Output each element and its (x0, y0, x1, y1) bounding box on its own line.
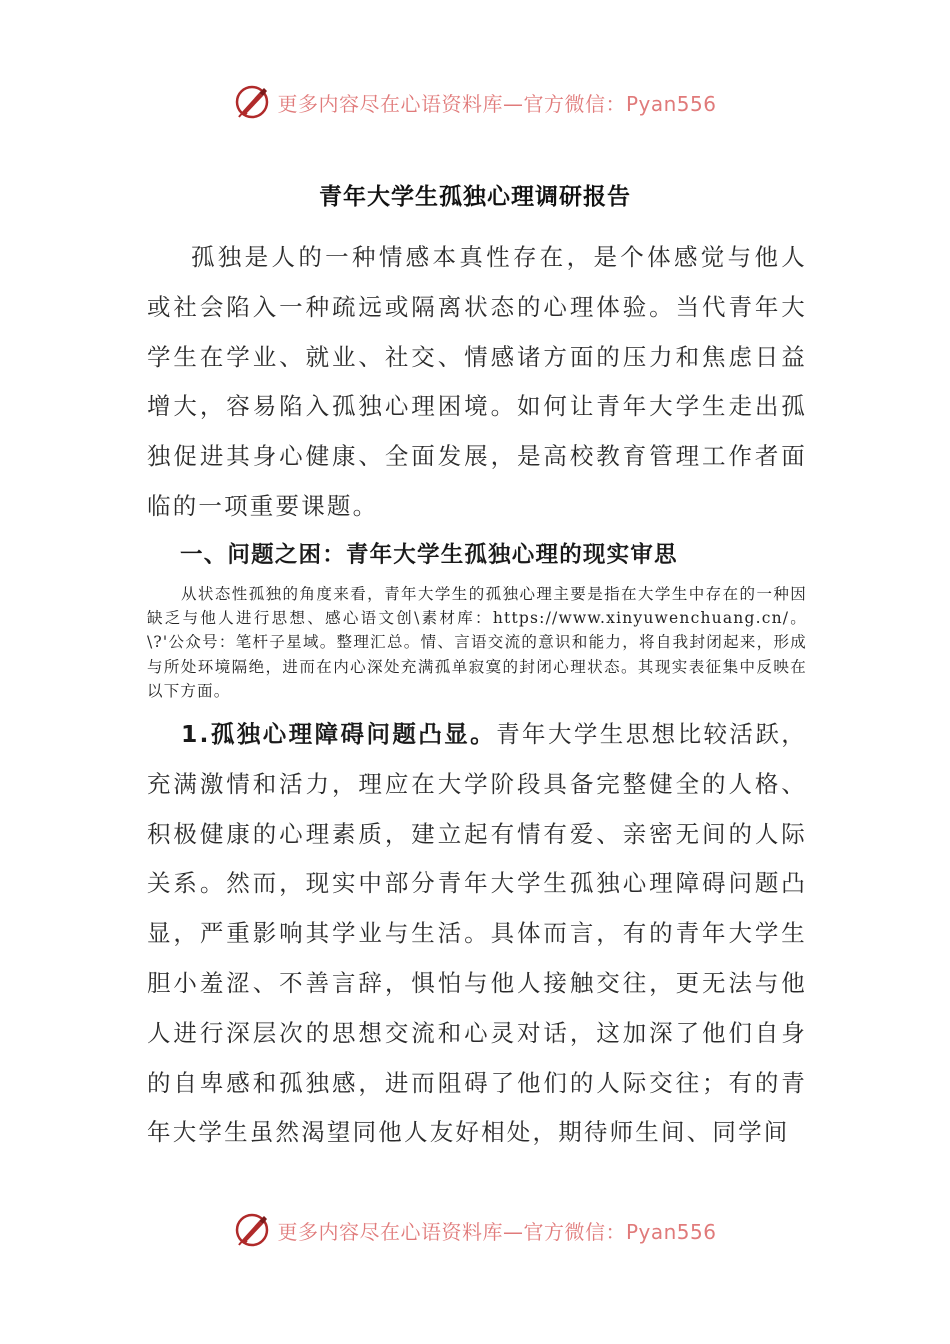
point1-paragraph (147, 710, 807, 1158)
pen-logo-icon (233, 1211, 271, 1249)
section1-small-paragraph: 从状态性孤独的角度来看，青年大学生的孤独心理主要是指在大学生中存在的一种因缺乏与他人进行思想、感心语文创\素材库：https://www.xinyuwenchuang.cn/。\?'公众号：笔杆子星域。整理汇总。情、言语交流的意识和能力，将自我封闭起来，形成与所处环境隔绝，进而在内心深处充满孤单寂寞的封闭心理状态。其现实表征集中反映在以下方面。 (147, 585, 807, 700)
header-banner-text: 更多内容尽在心语资料库—官方微信：Pyan556 (277, 91, 717, 116)
point1-body: 青年大学生思想比较活跃，充满激情和活力，理应在大学阶段具备完整健全的人格、积极健康的心理素质，建立起有情有爱、亲密无间的人际关系。然而，现实中部分青年大学生孤独心理障碍问题凸显，严重影响其学业与生活。具体而言，有的青年大学生胆小羞涩、不善言辞，惧怕与他人接触交往，更无法与他人进行深层次的思想交流和心灵对话，这加深了他们自身的自卑感和孤独感，进而阻碍了他们的人际交往；有的青年大学生虽然渴望同他人友好相处，期待师生间、同学间 (147, 720, 807, 1147)
document-title: 青年大学生孤独心理调研报告 (319, 184, 631, 210)
footer-banner (0, 1210, 950, 1250)
footer-banner-text: 更多内容尽在心语资料库—官方微信：Pyan556 (277, 1219, 717, 1244)
point1-lead: 1.孤独心理障碍问题凸显。 (181, 720, 497, 748)
intro-paragraph: 孤独是人的一种情感本真性存在，是个体感觉与他人或社会陷入一种疏远或隔离状态的心理体验。当代青年大学生在学业、就业、社交、情感诸方面的压力和焦虑日益增大，容易陷入孤独心理困境。如何让青年大学生走出孤独促进其身心健康、全面发展，是高校教育管理工作者面临的一项重要课题。 (147, 243, 807, 520)
pen-logo-icon (233, 83, 271, 121)
header-banner (0, 82, 950, 122)
section-heading-1: 一、问题之困：青年大学生孤独心理的现实审思 (180, 542, 678, 568)
